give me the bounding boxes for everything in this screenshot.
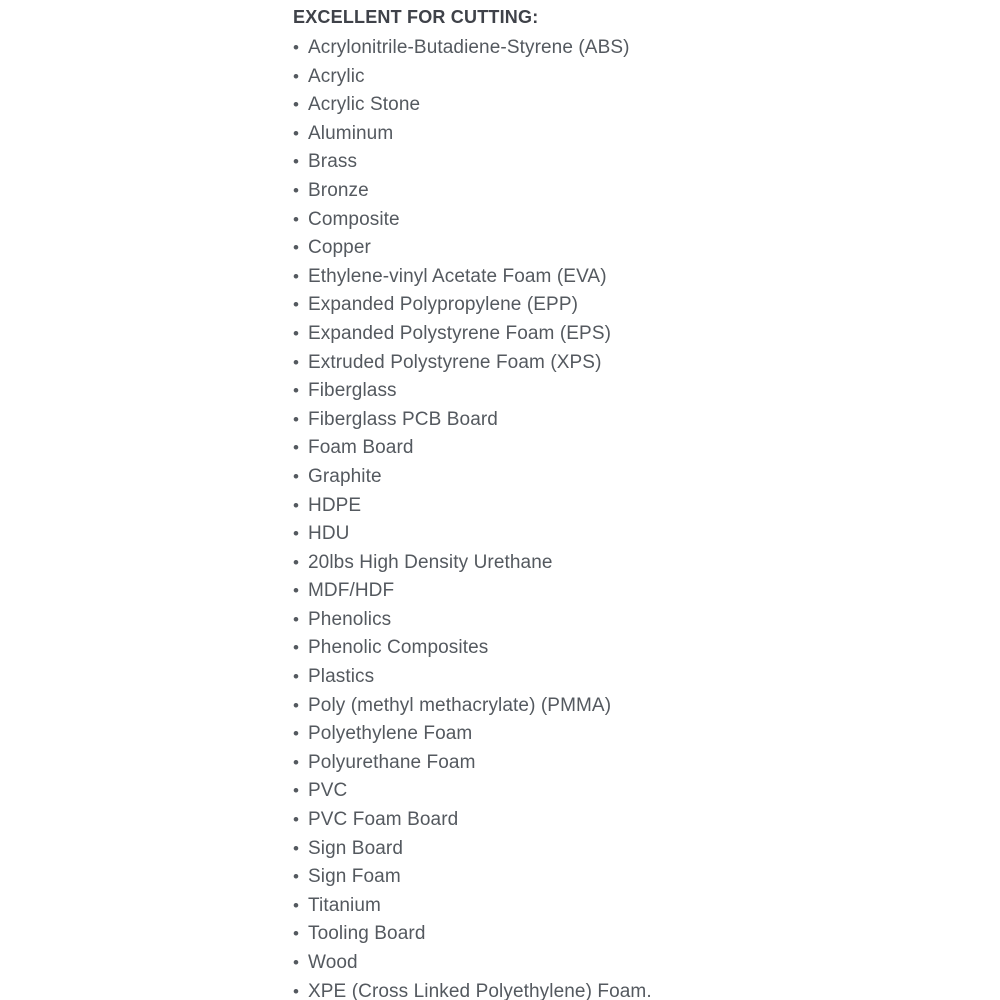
bullet-icon: •	[293, 95, 300, 115]
list-item	[293, 892, 980, 921]
bullet-icon: •	[293, 123, 300, 143]
list-item	[293, 777, 980, 806]
bullet-icon: •	[293, 38, 300, 57]
list-item	[293, 406, 980, 435]
bullet-icon: •	[293, 609, 300, 629]
list-item	[293, 806, 980, 835]
bullet-icon: •	[293, 667, 300, 687]
bullet-icon: •	[293, 409, 300, 429]
list-item	[293, 606, 980, 635]
list-item	[293, 749, 980, 778]
bullet-icon: •	[293, 466, 300, 486]
list-item-label: Fiberglass PCB Board	[308, 408, 498, 430]
bullet-icon: •	[293, 495, 300, 515]
list-item	[293, 634, 980, 663]
list-item	[293, 492, 980, 521]
bullet-icon: •	[293, 981, 300, 1000]
list-item	[293, 120, 980, 149]
list-item-label: Expanded Polypropylene (EPP)	[308, 294, 579, 316]
list-item-label: Bronze	[308, 179, 369, 201]
bullet-icon: •	[293, 323, 300, 343]
list-item-label: Aluminum	[308, 122, 394, 144]
bullet-icon: •	[293, 695, 300, 715]
section-heading: EXCELLENT FOR CUTTING:	[293, 7, 539, 27]
list-item-label: HDPE	[308, 494, 362, 516]
list-item-label: Sign Foam	[308, 866, 401, 888]
bullet-icon: •	[293, 867, 300, 887]
list-item-label: Extruded Polystyrene Foam (XPS)	[308, 351, 602, 373]
list-item-label: Copper	[308, 237, 371, 259]
bullet-icon: •	[293, 352, 300, 372]
list-item	[293, 91, 980, 120]
list-item-label: Acrylic Stone	[308, 94, 421, 116]
list-item	[293, 920, 980, 949]
list-item-label: Wood	[308, 952, 358, 973]
bullet-icon: •	[293, 638, 300, 658]
list-item	[293, 520, 980, 549]
list-item	[293, 577, 980, 606]
list-item	[293, 978, 980, 1000]
list-item-label: Titanium	[308, 894, 381, 916]
list-item	[293, 949, 980, 978]
list-item-label: Tooling Board	[308, 923, 426, 945]
list-item-label: Acrylic	[308, 65, 365, 87]
bullet-icon: •	[293, 524, 300, 544]
list-item-label: XPE (Cross Linked Polyethylene) Foam.	[308, 980, 652, 1000]
list-item-label: Phenolics	[308, 608, 392, 630]
list-item	[293, 863, 980, 892]
list-item-label: Plastics	[308, 666, 375, 688]
list-item-label: Composite	[308, 208, 400, 230]
list-item-label: Graphite	[308, 465, 382, 487]
list-item-label: HDU	[308, 523, 350, 545]
bullet-icon: •	[293, 895, 300, 915]
list-item	[293, 148, 980, 177]
list-item-label: PVC	[308, 780, 348, 802]
list-item	[293, 34, 980, 63]
bullet-icon: •	[293, 438, 300, 458]
list-item-label: Polyethylene Foam	[308, 723, 473, 745]
list-item-label: Brass	[308, 151, 358, 173]
bullet-icon: •	[293, 752, 300, 772]
list-item	[293, 377, 980, 406]
list-item-label: Sign Board	[308, 837, 404, 859]
bullet-icon: •	[293, 810, 300, 830]
list-item-label: Phenolic Composites	[308, 637, 489, 659]
bullet-icon: •	[293, 66, 300, 86]
bullet-icon: •	[293, 724, 300, 744]
list-item	[293, 720, 980, 749]
materials-list	[293, 34, 980, 1000]
list-item-label: Expanded Polystyrene Foam (EPS)	[308, 322, 612, 344]
bullet-icon: •	[293, 953, 300, 972]
bullet-icon: •	[293, 381, 300, 401]
list-item	[293, 63, 980, 92]
bullet-icon: •	[293, 209, 300, 229]
list-item	[293, 835, 980, 864]
list-item	[293, 263, 980, 292]
list-item-label: Poly (methyl methacrylate) (PMMA)	[308, 694, 612, 716]
bullet-icon: •	[293, 152, 300, 172]
bullet-icon: •	[293, 266, 300, 286]
list-item	[293, 234, 980, 263]
list-item-label: MDF/HDF	[308, 580, 395, 602]
list-item-label: 20lbs High Density Urethane	[308, 551, 553, 573]
list-item	[293, 434, 980, 463]
list-item	[293, 549, 980, 578]
bullet-icon: •	[293, 581, 300, 601]
list-item	[293, 177, 980, 206]
list-item	[293, 692, 980, 721]
list-item-label: Foam Board	[308, 437, 414, 459]
list-item-label: PVC Foam Board	[308, 809, 459, 831]
bullet-icon: •	[293, 552, 300, 572]
list-item-label: Fiberglass	[308, 380, 397, 402]
bullet-icon: •	[293, 180, 300, 200]
list-item-label: Polyurethane Foam	[308, 751, 476, 773]
bullet-icon: •	[293, 781, 300, 801]
list-item	[293, 291, 980, 320]
list-item-label: Ethylene-vinyl Acetate Foam (EVA)	[308, 265, 607, 287]
list-item	[293, 206, 980, 235]
bullet-icon: •	[293, 238, 300, 258]
list-item	[293, 663, 980, 692]
bullet-icon: •	[293, 924, 300, 944]
list-item	[293, 463, 980, 492]
list-item	[293, 320, 980, 349]
list-item	[293, 349, 980, 378]
bullet-icon: •	[293, 295, 300, 315]
list-item-label: Acrylonitrile-Butadiene-Styrene (ABS)	[308, 37, 630, 58]
bullet-icon: •	[293, 838, 300, 858]
